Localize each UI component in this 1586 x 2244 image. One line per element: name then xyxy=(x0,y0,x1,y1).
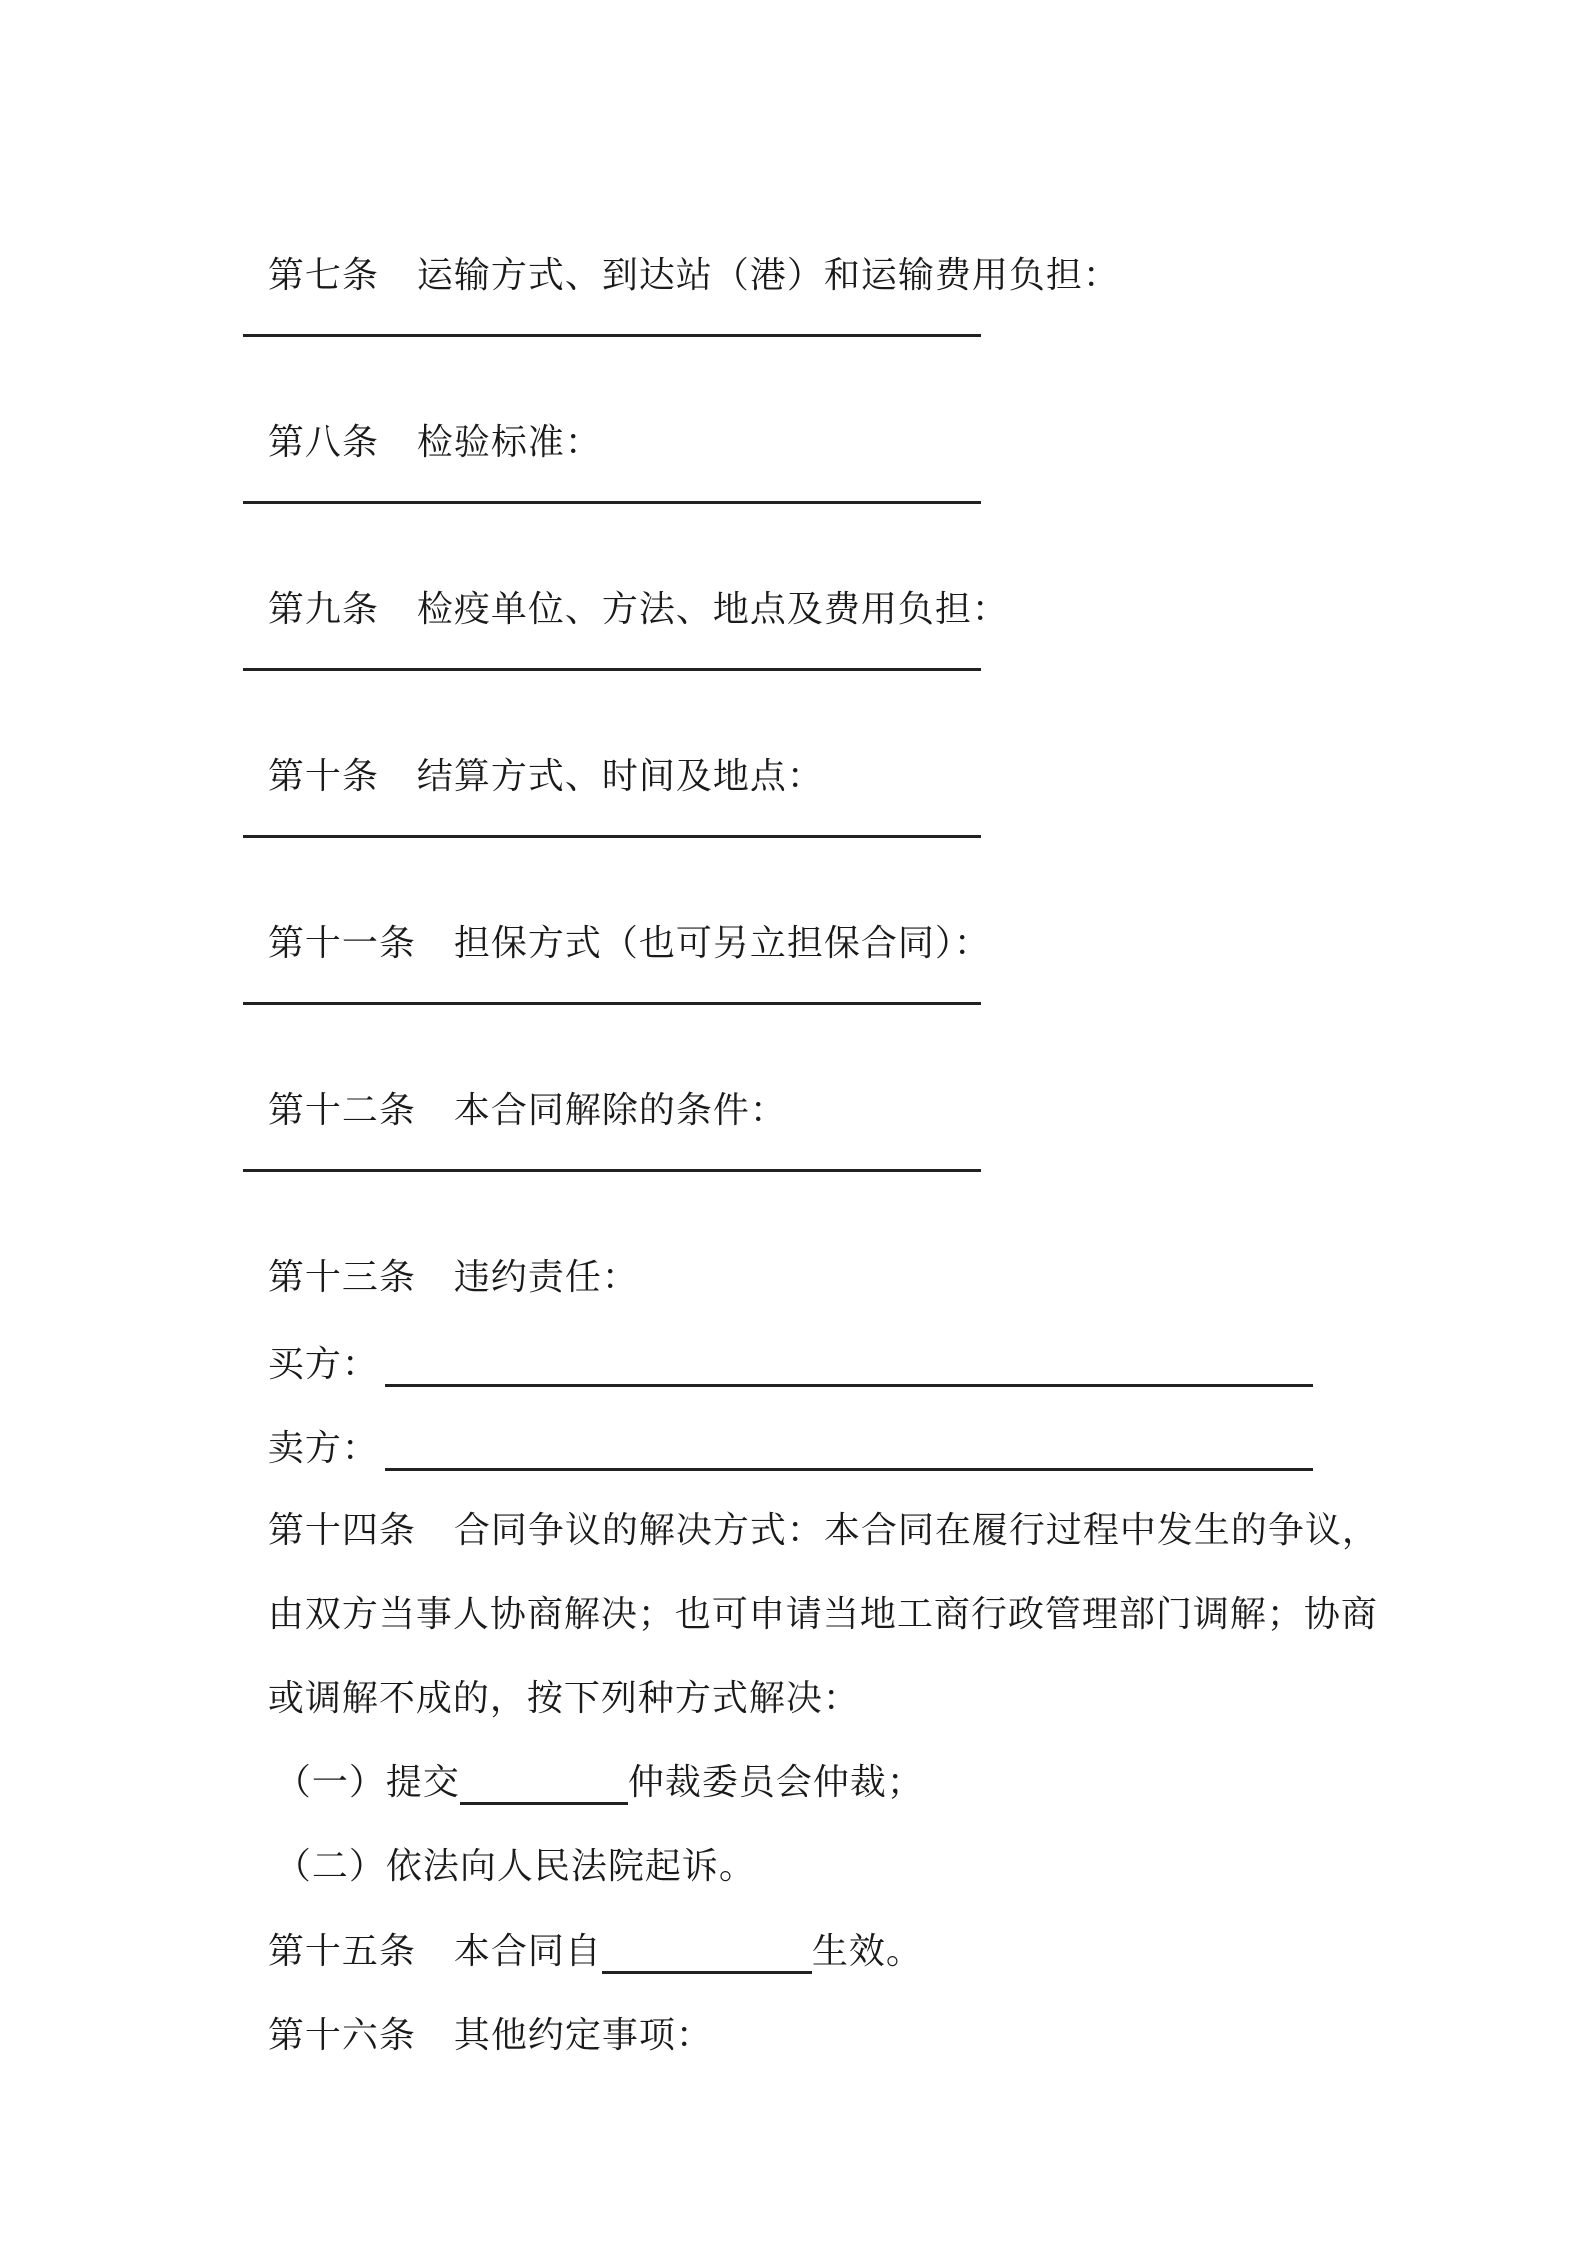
article-14-line-2 xyxy=(243,1543,1378,1639)
article-14-text-1: 合同争议的解决方式：本合同在履行过程中发生的争议， xyxy=(453,1510,1379,1551)
article-7-title: 运输方式、到达站（港）和运输费用负担： xyxy=(416,255,1120,296)
option-2-text: （二）依法向人民法院起诉。 xyxy=(274,1846,756,1887)
article-7 xyxy=(243,204,1120,300)
article-14-text-3: 或调解不成的，按下列种方式解决： xyxy=(267,1678,860,1719)
article-11-blank-line[interactable] xyxy=(243,1002,981,1005)
article-14-text-2: 由双方当事人协商解决；也可申请当地工商行政管理部门调解；协商 xyxy=(267,1594,1378,1635)
article-15 xyxy=(243,1880,923,1976)
article-16 xyxy=(243,1964,713,2060)
article-10-blank-line[interactable] xyxy=(243,835,981,838)
article-9-title: 检疫单位、方法、地点及费用负担： xyxy=(416,589,1009,630)
article-10-number: 第十条 xyxy=(267,756,379,797)
option-1 xyxy=(250,1711,924,1807)
article-10 xyxy=(243,705,824,801)
article-16-title: 其他约定事项： xyxy=(453,2015,713,2056)
article-12 xyxy=(243,1039,787,1135)
article-12-blank-line[interactable] xyxy=(243,1169,981,1172)
article-14-line-1 xyxy=(243,1459,1379,1555)
article-8 xyxy=(243,371,602,467)
article-13-title: 违约责任： xyxy=(453,1257,639,1298)
article-8-blank-line[interactable] xyxy=(243,501,981,504)
article-9 xyxy=(243,538,1009,634)
article-7-blank-line[interactable] xyxy=(243,334,981,337)
article-15-number: 第十五条 xyxy=(267,1931,416,1972)
article-13 xyxy=(243,1206,639,1302)
buyer-label: 买方： xyxy=(267,1344,379,1385)
seller-label: 卖方： xyxy=(267,1428,379,1469)
article-14-number: 第十四条 xyxy=(267,1510,416,1551)
article-7-number: 第七条 xyxy=(267,255,379,296)
article-9-number: 第九条 xyxy=(267,589,379,630)
option-2 xyxy=(250,1795,756,1891)
option-1-suffix: 仲裁委员会仲裁； xyxy=(627,1762,924,1803)
article-15-after: 生效。 xyxy=(811,1931,923,1972)
article-12-title: 本合同解除的条件： xyxy=(453,1090,787,1131)
article-9-blank-line[interactable] xyxy=(243,668,981,671)
article-16-number: 第十六条 xyxy=(267,2015,416,2056)
article-8-title: 检验标准： xyxy=(416,422,602,463)
article-11 xyxy=(243,872,991,968)
article-8-number: 第八条 xyxy=(267,422,379,463)
article-10-title: 结算方式、时间及地点： xyxy=(416,756,824,797)
option-1-prefix: （一）提交 xyxy=(274,1762,460,1803)
article-11-title: 担保方式（也可另立担保合同）： xyxy=(453,923,991,964)
buyer-liability-row xyxy=(243,1293,1313,1389)
article-15-before: 本合同自 xyxy=(453,1931,602,1972)
article-14-line-3 xyxy=(243,1627,860,1723)
article-11-number: 第十一条 xyxy=(267,923,416,964)
article-12-number: 第十二条 xyxy=(267,1090,416,1131)
article-13-number: 第十三条 xyxy=(267,1257,416,1298)
